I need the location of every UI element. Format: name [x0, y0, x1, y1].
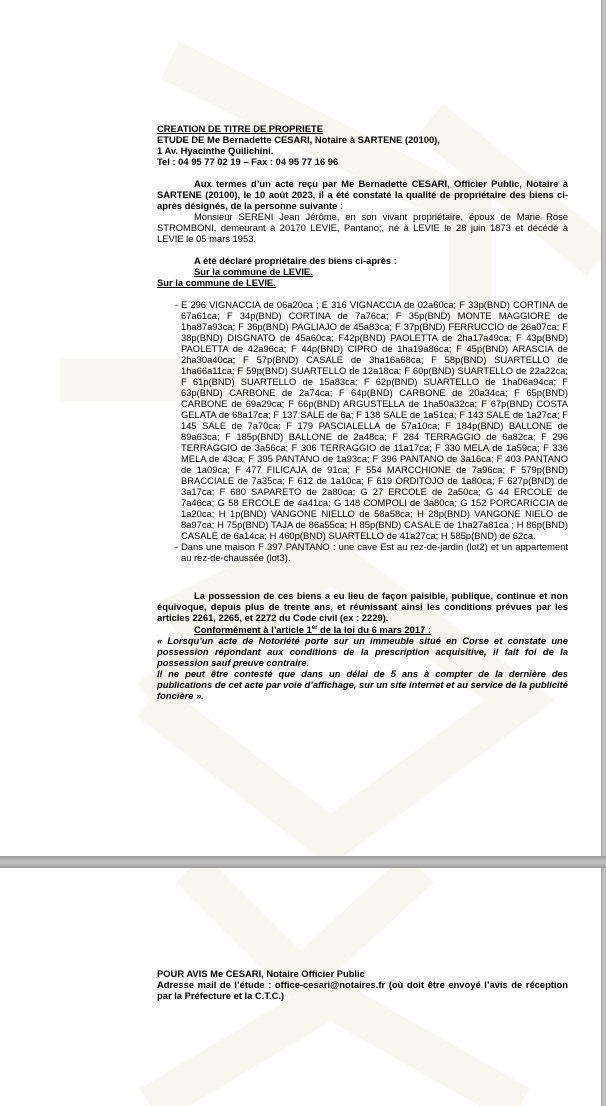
page-separator	[0, 856, 606, 868]
parcels-item: - E 296 VIGNACCIA de 06a20ca ; E 316 VIGNACCIA de 02a60ca; F 33p(BND) CORTINA de 67a61ca; F 34p(BND) CORTINA de 7a76ca; F 35p(BND) MONTE MAGGIORE de 1ha87a93ca; F 36p(BND) PAGLIAJO de 45a83ca; F 37p(BND) FERRUCCIO de 26a07ca; F 38p(BND) DISGNATO de 45a60ca; F42p(BND) PAOLETTA de 2ha17a49ca; F 43p(BND) PAOLETTA de 42a96ca; F 44p(BND) CIPRO de 1ha19a86ca; F 45p(BND) ARASCIA de 2ha30a40ca; F 57p(BND) CASALE de 3ha16a68ca; F 58p(BND) SUARTELLO de 1ha66a11ca; F 59p(BND) SUARTELLO de 12a18ca; F 60p(BND) SUARTELLO de 22a22ca; F 61p(BND) SUARTELLO de 15a83ca; F 62p(BND) SUARTELLO de 1ha06a94ca; F 63p(BND) CARBONE de 2a74ca; F 64p(BND) CARBONE de 20a34ca; F 65p(BND) CARBONE de 69a29ca; F 66p(BND) ARGUSTELLA de 1ha50a32ca; F 67p(BND) COSTA GELATA de 68a17ca; F 137 SALE de 6a; F 138 SALE de 1a51ca; F 143 SALE de 1a27ca; F 145 SALE de 7a70ca; F 179 PASCIALELLA de 57a10ca; F 184p(BND) BALLONE de 89a63ca; F 185p(BND) BALLONE de 2a48ca; F 284 TERRAGGIO de 6a82ca; F 296 TERRAGGIO de 3a56ca; F 306 TERRAGGIO de 11a17ca; F 330 MELA de 1a59ca; F 336 MELA de 43ca; F 395 PANTANO de 1a93ca; F 396 PANTANO de 3a16ca; F 403 PANTANO de 1a09ca; F 477 FILICAJA de 91ca; F 554 MARCCHIONE de 7a96ca; F 579p(BND) BRACCIALE de 7a35ca; F 612 de 1a10ca; F 619 ORDITOJO de 1a80ca; F 627p(BND) de 3a17ca; F 680 SAPARETO de 2a80ca; G 27 ERCOLE de 2a50ca; G 44 ERCOLE de 7a46ca; G 58 ERCOLE de 4a41ca; G 148 COMPOLI de 3a80ca; G 152 PORCARICCIA de 1a20ca; H 1p(BND) VANGONE NIELLO de 58a58ca; H 28p(BND) VANGONE NIELO de 8a97ca; H 75p(BND) TAJA de 86a55ca; H 85p(BND) CASALE de 1ha27a81ca ; H 86p(BND) CASALE de 6a14ca; H 460p(BND) SUARTELLO de 41a27ca; H 585p(BND) de 62ca.	[157, 299, 568, 541]
address-line: 1 Av. Hyacinthe Quilichini.	[157, 145, 274, 156]
notice-title: CREATION DE TITRE DE PROPRIETE	[157, 123, 323, 134]
quote-paragraph-2: Il ne peut être contesté que dans un délai de 5 ans à compter de la dernière des publications de cet acte par voie d’affichage, sur un site internet et au service de la publicité foncière ».	[157, 668, 568, 702]
parcels-list	[157, 299, 568, 563]
avis-line: POUR AVIS Me CESARI, Notaire Officier Public	[157, 968, 365, 979]
commune-line-indented: Sur la commune de LEVIE.	[194, 266, 313, 277]
conformement-line	[157, 623, 568, 635]
avis-block	[157, 968, 568, 1001]
notice-body	[157, 123, 568, 701]
commune-line: Sur la commune de LEVIE.	[157, 277, 276, 288]
etude-line: ETUDE DE Me Bernadette CESARI, Notaire à SARTENE (20100),	[157, 134, 440, 145]
possession-paragraph: La possession de ces biens a eu lieu de façon paisible, publique, continue et non équivoque, depuis plus de trente ans, et réunissant ainsi les conditions prévues par les articles 2261, 2265, et 2272 du Code civil (ex : 2229).	[157, 590, 568, 623]
contact-line: Tel : 04 95 77 02 19 – Fax : 04 95 77 16 96	[157, 156, 339, 167]
quote-paragraph-1: « Lorsqu’un acte de Notoriété porte sur un immeuble situé en Corse et constate une possession répondant aux conditions de la prescription acquisitive, il fait foi de la possession sauf preuve contraire.	[157, 635, 568, 669]
conformement-superscript: er	[311, 625, 318, 631]
intro-paragraph: Aux termes d’un acte reçu par Me Bernadette CESARI, Officier Public, Notaire à SARTENE (20100), le 10 août 2023, il a été constaté la qualité de propriétaire des biens ci-après désignés, de la personne suivante :	[157, 178, 568, 211]
document-page-2	[0, 868, 602, 1106]
person-paragraph: Monsieur SERENI Jean Jérôme, en son vivant propriétaire, époux de Marie Rose STROMBONI, demeurant à 20170 LEVIE, Pantano;, né à LEVIE le 28 juin 1873 et décédé à LEVIE le 05 mars 1953.	[157, 211, 568, 244]
conformement-text-end: de la loi du 6 mars 2017 :	[317, 624, 432, 636]
declared-line: A été déclaré propriétaire des biens ci-après :	[194, 255, 397, 266]
mail-line: Adresse mail de l’étude : office-cesari@notaires.fr (où doit être envoyé l’avis de réception par la Préfecture et la C.T.C.)	[157, 979, 568, 1001]
maison-item: - Dans une maison F 397 PANTANO : une cave Est au rez-de-jardin (lot2) et un appartement au rez-de-chaussée (lot3).	[157, 541, 568, 563]
conformement-text: Conformément à l’article 1	[194, 624, 312, 636]
